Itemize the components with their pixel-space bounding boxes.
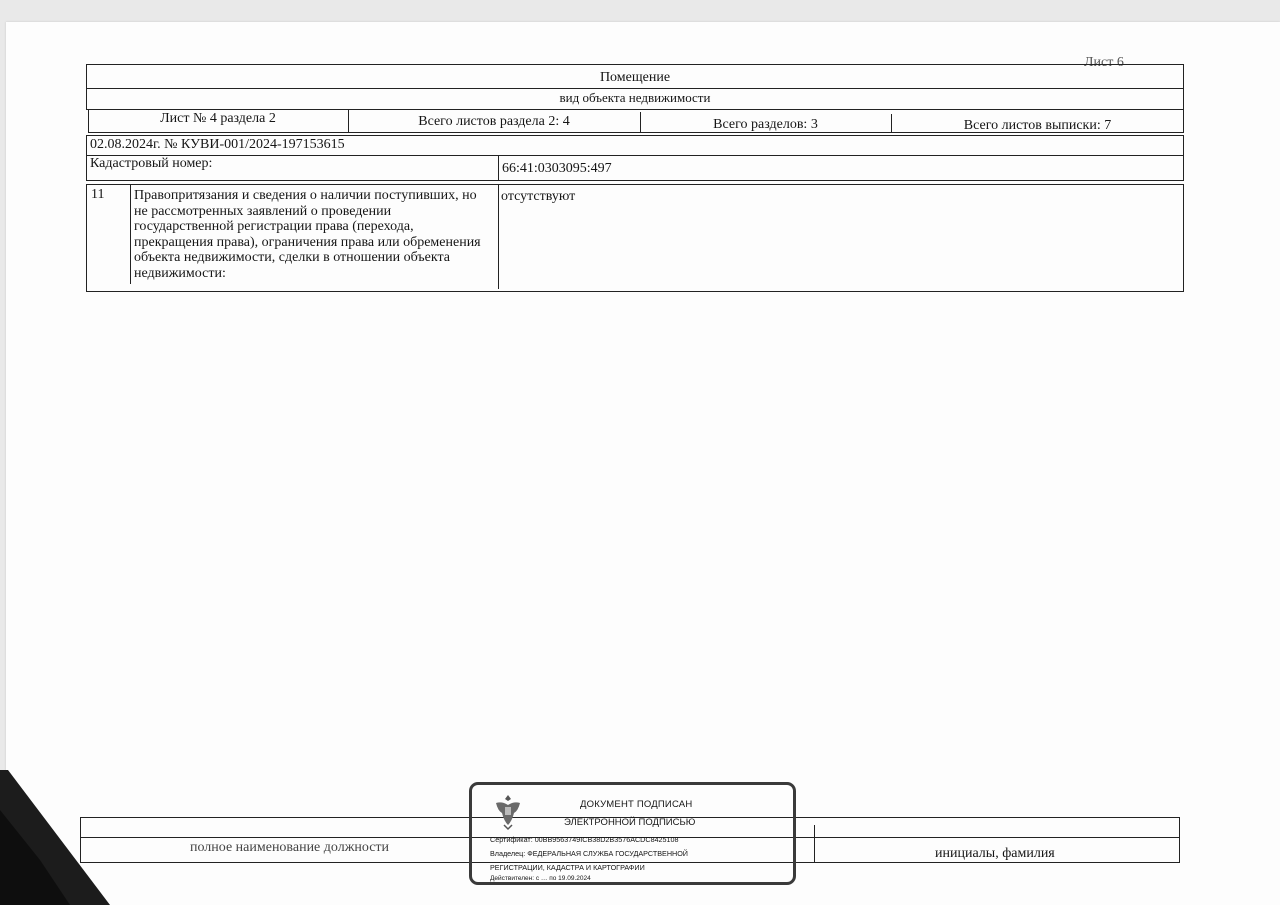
cadastral-label: Кадастровый номер: — [90, 156, 213, 171]
row-11-description-line: Правопритязания и сведения о наличии поступивших, но — [134, 188, 477, 203]
eagle-emblem-icon — [488, 791, 528, 831]
total-sections: Всего разделов: 3 — [713, 117, 818, 132]
row-11-description-line: объекта недвижимости, сделки в отношении объекта — [134, 250, 450, 265]
object-type-caption: вид объекта недвижимости — [559, 90, 711, 105]
stamp-title-2: ЭЛЕКТРОННОЙ ПОДПИСЬЮ — [564, 817, 696, 828]
row-11-description — [134, 188, 481, 281]
stamp-owner-1: Владелец: ФЕДЕРАЛЬНАЯ СЛУЖБА ГОСУДАРСТВЕННОЙ — [490, 849, 688, 858]
document-ref: 02.08.2024г. № КУВИ-001/2024-197153615 — [90, 137, 345, 152]
stamp-owner-2: РЕГИСТРАЦИИ, КАДАСТРА И КАРТОГРАФИИ — [490, 863, 645, 872]
row-11-description-line: недвижимости: — [134, 265, 226, 281]
electronic-signature-stamp — [469, 782, 796, 885]
sheet-of-section: Лист № 4 раздела 2 — [160, 111, 276, 126]
stamp-title-1: ДОКУМЕНТ ПОДПИСАН — [580, 799, 693, 810]
row-11-description-line: прекращения права), ограничения права или обременения — [134, 234, 481, 250]
row-11-description-line: государственной регистрации права (перехода, — [134, 219, 414, 234]
total-sheets-extract: Всего листов выписки: 7 — [963, 118, 1112, 133]
row-11-value: отсутствуют — [501, 189, 576, 204]
object-type: Помещение — [599, 70, 671, 85]
stamp-certificate: Сертификат: 00BB9563749ICB38D2B3576ACDC8425108 — [490, 835, 679, 844]
position-caption: полное наименование должности — [190, 840, 390, 855]
name-caption: инициалы, фамилия — [935, 846, 1055, 861]
row-11-description-line: не рассмотренных заявлений о проведении — [134, 203, 392, 219]
cadastral-number: 66:41:0303095:497 — [502, 161, 612, 176]
stamp-validity: Действителен: с … по 19.09.2024 — [490, 875, 591, 882]
total-sheets-section: Всего листов раздела 2: 4 — [418, 114, 570, 129]
page-label: Лист 6 — [1084, 55, 1124, 70]
row-11-number: 11 — [91, 187, 105, 202]
